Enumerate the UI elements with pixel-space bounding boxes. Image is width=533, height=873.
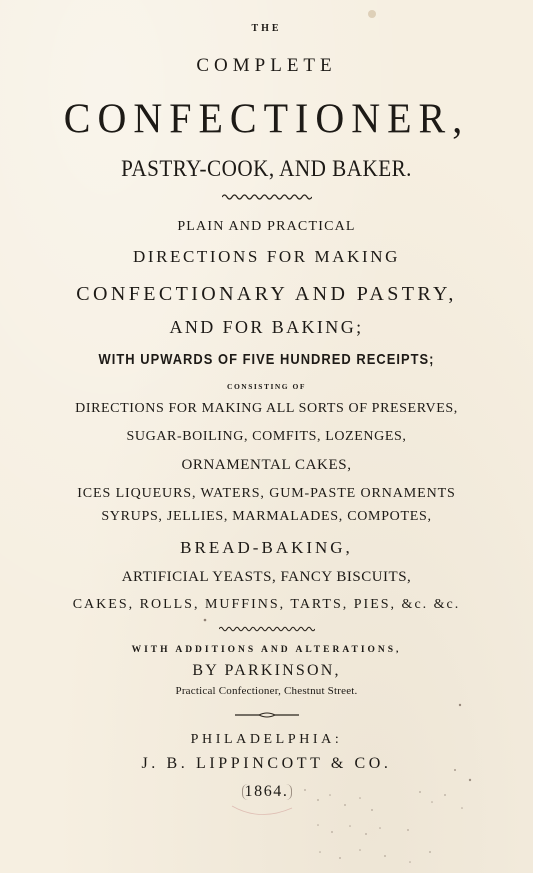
wavy-rule-ornament [0, 193, 533, 203]
author-line: BY PARKINSON, [192, 662, 341, 679]
for-baking-line: AND FOR BAKING; [169, 317, 364, 337]
ornamental-line: ORNAMENTAL CAKES, [181, 457, 352, 473]
subtitle: PASTRY-COOK, AND BAKER. [121, 156, 412, 181]
sugar-line: SUGAR-BOILING, COMFITS, LOZENGES, [126, 429, 407, 444]
dash-rule-ornament [0, 711, 533, 721]
preserves-line: DIRECTIONS FOR MAKING ALL SORTS OF PRESERVES, [75, 401, 458, 416]
main-title: CONFECTIONER, [63, 94, 470, 143]
artificial-line: ARTIFICIAL YEASTS, FANCY BISCUITS, [121, 569, 412, 585]
consisting-line: CONSISTING OF [227, 382, 306, 391]
receipts-line: WITH UPWARDS OF FIVE HUNDRED RECEIPTS; [98, 351, 435, 368]
directions-line: DIRECTIONS FOR MAKING [132, 247, 401, 266]
the-heading: THE [251, 23, 282, 34]
wavy-rule-ornament [0, 625, 533, 635]
additions-line: WITH ADDITIONS AND ALTERATIONS, [131, 645, 402, 655]
imprint-publisher: J. B. LIPPINCOTT & CO. [141, 755, 392, 772]
cakes-line: CAKES, ROLLS, MUFFINS, TARTS, PIES, &c. &c. [72, 597, 461, 612]
imprint-city: PHILADELPHIA: [190, 732, 343, 747]
imprint-year [0, 784, 533, 800]
bread-line: BREAD-BAKING, [180, 538, 353, 557]
plain-line: PLAIN AND PRACTICAL [177, 219, 356, 234]
syrups-line: SYRUPS, JELLIES, MARMALADES, COMPOTES, [101, 509, 432, 524]
author-description: Practical Confectioner, Chestnut Street. [175, 685, 358, 697]
ices-line: ICES LIQUEURS, WATERS, GUM-PASTE ORNAMENTS [77, 486, 456, 501]
confectionary-line: CONFECTIONARY AND PASTRY, [76, 283, 457, 305]
complete-heading: COMPLETE [196, 55, 337, 76]
year-text: 1864. [242, 784, 292, 800]
